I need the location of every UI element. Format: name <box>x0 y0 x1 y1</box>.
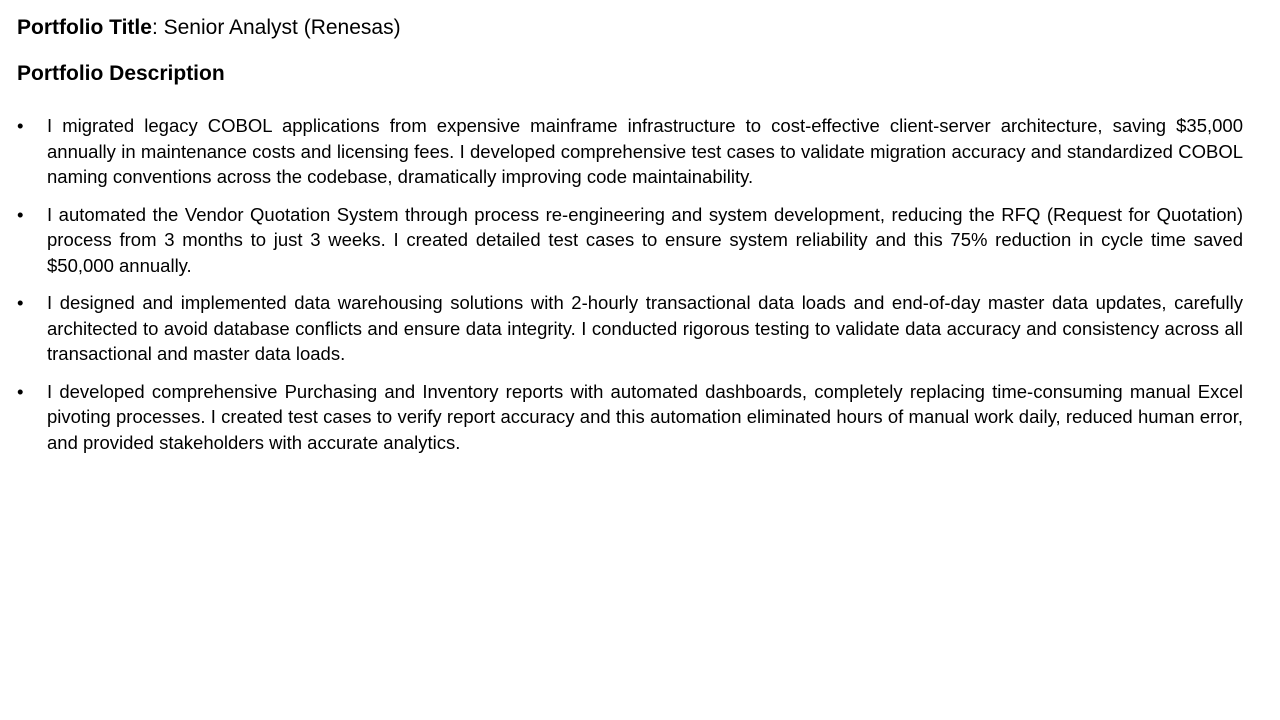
list-item-text: I automated the Vendor Quotation System through process re-engineering and system development, reducing the RFQ (Request for Quotation) process from 3 months to just 3 weeks. I created detailed test cases to ensure system reliability and this 75% reduction in cycle time saved $50,000 annually. <box>47 203 1243 276</box>
list-item <box>17 113 1243 190</box>
bullet: • <box>17 380 24 402</box>
list-item <box>17 290 1243 367</box>
portfolio-title-label: Portfolio Title <box>17 16 152 39</box>
list-item-text: I developed comprehensive Purchasing and Inventory reports with automated dashboards, completely replacing time-consuming manual Excel pivoting processes. I created test cases to verify report accuracy and this automation eliminated hours of manual work daily, reduced human error, and provided stakeholders with accurate analytics. <box>47 380 1243 453</box>
description-list <box>17 113 1243 467</box>
list-item <box>17 379 1243 456</box>
list-item-text: I designed and implemented data warehousing solutions with 2-hourly transactional data loads and end-of-day master data updates, carefully architected to avoid database conflicts and ensure data integrity. I conducted rigorous testing to validate data accuracy and consistency across all transactional and master data loads. <box>47 292 1243 364</box>
bullet: • <box>17 203 24 225</box>
bullet: • <box>17 292 24 313</box>
portfolio-title-value: : Senior Analyst (Renesas) <box>151 16 401 39</box>
list-item <box>17 202 1243 279</box>
list-item-text: I migrated legacy COBOL applications from expensive mainframe infrastructure to cost-effective client-server architecture, saving $35,000 annually in maintenance costs and licensing fees. I developed comprehensive test cases to validate migration accuracy and standardized COBOL naming conventions across the codebase, dramatically improving code maintainability. <box>47 115 1243 187</box>
portfolio-title <box>17 16 401 40</box>
bullet: • <box>17 115 24 136</box>
portfolio-description-heading: Portfolio Description <box>17 62 225 85</box>
